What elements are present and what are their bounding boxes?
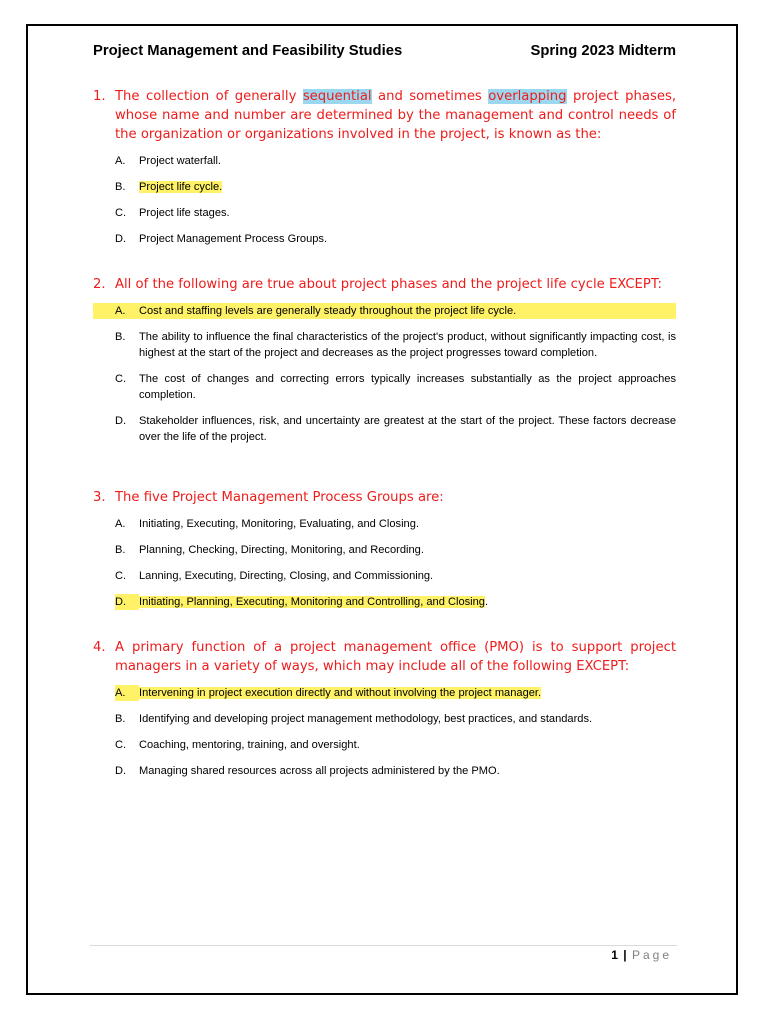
option-text: Stakeholder influences, risk, and uncertainty are greatest at the start of the project. These factors decrease over the life of the project. — [139, 415, 676, 443]
option-letter: A. — [115, 305, 126, 317]
option-c — [93, 568, 676, 584]
option-letter: B. — [115, 181, 126, 193]
exam-term: Spring 2023 Midterm — [530, 43, 676, 59]
page-label: Page — [631, 948, 672, 962]
question-body: All of the following are true about project phases and the project life cycle EXCEPT: — [115, 277, 662, 292]
options-list — [93, 153, 676, 247]
option-b — [93, 542, 676, 558]
question-2 — [93, 275, 676, 455]
correct-answer-highlight: Cost and staffing levels are generally steady throughout the project life cycle. — [139, 305, 517, 317]
option-text — [139, 594, 676, 610]
options-list — [93, 303, 676, 445]
option-letter: C. — [115, 373, 127, 385]
page-header — [93, 43, 676, 59]
option-text: The cost of changes and correcting errors typically increases substantially as the project approaches completion. — [139, 373, 676, 401]
option-b — [93, 179, 676, 195]
option-a — [93, 303, 676, 319]
option-text — [139, 205, 676, 221]
option-letter: D. — [115, 594, 139, 610]
page-footer — [611, 948, 672, 962]
correct-answer-highlight: Intervening in project execution directly and without involving the project manager. — [139, 687, 542, 699]
option-d — [93, 231, 676, 247]
question-body — [115, 87, 676, 144]
option-text — [139, 231, 676, 247]
option-letter: D. — [115, 415, 127, 427]
option-letter: B. — [115, 713, 126, 725]
footer-rule — [90, 945, 677, 946]
option-text — [139, 685, 676, 701]
option-text: Planning, Checking, Directing, Monitoring, and Recording. — [139, 544, 424, 556]
option-letter: A. — [115, 685, 139, 701]
option-text: Lanning, Executing, Directing, Closing, and Commissioning. — [139, 570, 434, 582]
option-text — [139, 179, 676, 195]
option-c — [93, 205, 676, 221]
question-body: A primary function of a project management office (PMO) is to support project managers in a variety of ways, which may include all of the following EXCEPT: — [115, 640, 676, 674]
correct-answer-highlight: Project life cycle. — [139, 181, 223, 193]
option-a — [93, 516, 676, 532]
options-list — [93, 685, 676, 779]
question-text — [93, 638, 676, 676]
option-text: Initiating, Executing, Monitoring, Evaluating, and Closing. — [139, 518, 419, 530]
option-text: Managing shared resources across all projects administered by the PMO. — [139, 765, 500, 777]
option-b — [93, 329, 676, 361]
options-list — [93, 516, 676, 610]
option-label: Project Management Process Groups. — [139, 233, 328, 245]
question-text-part: project phases, whose name and number are determined by the management and control needs of the organization or organizations involved in the project, is known as the: — [115, 89, 677, 142]
option-text — [139, 153, 676, 169]
page-number: 1 — [611, 948, 618, 962]
option-label: Project waterfall. — [139, 155, 222, 167]
highlighted-keyword: overlapping — [488, 89, 567, 104]
course-title: Project Management and Feasibility Studies — [93, 43, 403, 59]
question-number: 1. — [93, 89, 106, 104]
highlighted-keyword: sequential — [302, 89, 372, 104]
option-d — [93, 763, 676, 779]
question-number: 2. — [93, 277, 106, 292]
question-text-part: The collection of generally — [115, 89, 303, 104]
correct-answer-highlight: Initiating, Planning, Executing, Monitoring and Controlling, and Closing — [139, 596, 485, 608]
option-c — [93, 737, 676, 753]
option-a — [93, 153, 676, 169]
question-number: 4. — [93, 640, 106, 655]
question-text — [93, 488, 676, 507]
trailing-period: . — [484, 596, 489, 608]
question-1 — [93, 87, 676, 257]
question-text — [93, 275, 676, 294]
option-letter: A. — [115, 155, 126, 167]
option-letter: B. — [115, 544, 126, 556]
question-4 — [93, 638, 676, 789]
option-letter: D. — [115, 233, 127, 245]
option-text: Coaching, mentoring, training, and oversight. — [139, 739, 360, 751]
option-letter: C. — [115, 570, 127, 582]
question-text — [93, 87, 676, 144]
question-number: 3. — [93, 490, 106, 505]
question-text-part: and sometimes — [371, 89, 489, 104]
question-body: The five Project Management Process Groups are: — [115, 490, 444, 505]
option-letter: D. — [115, 765, 127, 777]
option-label: Project life stages. — [139, 207, 230, 219]
option-b — [93, 711, 676, 727]
option-d — [93, 594, 676, 610]
option-text: Identifying and developing project management methodology, best practices, and standards. — [139, 713, 593, 725]
option-letter: C. — [115, 207, 127, 219]
option-c — [93, 371, 676, 403]
option-letter: A. — [115, 518, 126, 530]
option-a — [93, 685, 676, 701]
option-letter: B. — [115, 331, 126, 343]
page-separator: | — [623, 948, 627, 962]
question-3 — [93, 488, 676, 620]
option-letter: C. — [115, 739, 127, 751]
option-text: The ability to influence the final characteristics of the project's product, without significantly impacting cost, is highest at the start of the project and decreases as the project progresses toward completion. — [139, 331, 676, 359]
option-d — [93, 413, 676, 445]
